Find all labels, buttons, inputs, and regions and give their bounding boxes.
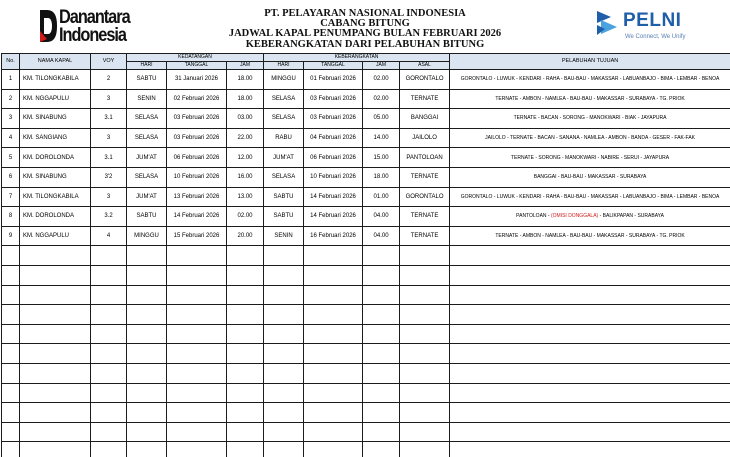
cell-dep-jam: 15.00 bbox=[363, 148, 400, 168]
empty-cell bbox=[2, 344, 20, 364]
cell-voy: 3 bbox=[91, 187, 127, 207]
empty-cell bbox=[227, 324, 264, 344]
empty-cell bbox=[304, 422, 363, 442]
cell-no: 7 bbox=[2, 187, 20, 207]
empty-cell bbox=[363, 422, 400, 442]
cell-nama-kapal: KM. SANGIANG bbox=[20, 128, 91, 148]
cell-pelabuhan-tujuan bbox=[450, 128, 730, 148]
empty-cell bbox=[2, 305, 20, 325]
empty-cell bbox=[127, 442, 167, 457]
empty-cell bbox=[20, 422, 91, 442]
empty-table-row bbox=[2, 403, 730, 423]
empty-cell bbox=[227, 246, 264, 266]
header-dep-jam: JAM bbox=[363, 62, 400, 70]
cell-voy: 3.2 bbox=[91, 207, 127, 227]
empty-cell bbox=[167, 246, 227, 266]
empty-cell bbox=[363, 324, 400, 344]
cell-arr-jam: 12.00 bbox=[227, 148, 264, 168]
cell-arr-hari: SABTU bbox=[127, 207, 167, 227]
cell-arr-jam: 18.00 bbox=[227, 70, 264, 90]
cell-arr-hari: JUM'AT bbox=[127, 187, 167, 207]
empty-table-row bbox=[2, 246, 730, 266]
empty-cell bbox=[264, 403, 304, 423]
empty-cell bbox=[304, 265, 363, 285]
empty-cell bbox=[167, 324, 227, 344]
empty-cell bbox=[227, 285, 264, 305]
empty-cell bbox=[2, 265, 20, 285]
empty-cell bbox=[20, 363, 91, 383]
cell-asal: BANGGAI bbox=[400, 109, 450, 129]
empty-cell bbox=[264, 324, 304, 344]
empty-cell bbox=[400, 285, 450, 305]
empty-cell bbox=[450, 246, 730, 266]
empty-cell bbox=[450, 265, 730, 285]
title-line: PT. PELAYARAN NASIONAL INDONESIA bbox=[264, 8, 466, 19]
cell-arr-jam: 22.00 bbox=[227, 128, 264, 148]
cell-arr-tanggal: 06 Februari 2026 bbox=[167, 148, 227, 168]
empty-cell bbox=[91, 344, 127, 364]
empty-cell bbox=[363, 265, 400, 285]
empty-cell bbox=[400, 403, 450, 423]
empty-cell bbox=[363, 442, 400, 457]
empty-cell bbox=[20, 246, 91, 266]
empty-cell bbox=[227, 363, 264, 383]
empty-cell bbox=[400, 383, 450, 403]
empty-cell bbox=[2, 285, 20, 305]
cell-dep-tanggal: 16 Februari 2026 bbox=[304, 226, 363, 246]
cell-asal: GORONTALO bbox=[400, 70, 450, 90]
route-text: TERNATE - AMBON - NAMLEA - BAU-BAU - MAKASSAR - SURABAYA - TG. PRIOK bbox=[495, 233, 685, 240]
schedule-table bbox=[1, 53, 730, 457]
cell-pelabuhan-tujuan bbox=[450, 109, 730, 129]
empty-cell bbox=[20, 442, 91, 457]
table-row bbox=[2, 89, 730, 109]
empty-cell bbox=[167, 265, 227, 285]
cell-dep-tanggal: 06 Februari 2026 bbox=[304, 148, 363, 168]
header-keberangkatan: KEBERANGKATAN bbox=[264, 54, 450, 62]
empty-cell bbox=[264, 246, 304, 266]
cell-dep-tanggal: 14 Februari 2026 bbox=[304, 207, 363, 227]
cell-dep-hari: SELASA bbox=[264, 109, 304, 129]
cell-pelabuhan-tujuan bbox=[450, 148, 730, 168]
empty-cell bbox=[20, 403, 91, 423]
cell-pelabuhan-tujuan bbox=[450, 226, 730, 246]
cell-dep-tanggal: 01 Februari 2026 bbox=[304, 70, 363, 90]
empty-cell bbox=[363, 344, 400, 364]
cell-dep-hari: RABU bbox=[264, 128, 304, 148]
empty-cell bbox=[264, 363, 304, 383]
header-pelabuhan-tujuan: PELABUHAN TUJUAN bbox=[450, 54, 730, 70]
empty-cell bbox=[127, 305, 167, 325]
empty-table-row bbox=[2, 442, 730, 457]
cell-dep-hari: JUM'AT bbox=[264, 148, 304, 168]
empty-cell bbox=[304, 363, 363, 383]
empty-cell bbox=[167, 442, 227, 457]
empty-cell bbox=[227, 403, 264, 423]
table-row bbox=[2, 128, 730, 148]
cell-no: 3 bbox=[2, 109, 20, 129]
empty-cell bbox=[400, 265, 450, 285]
empty-table-row bbox=[2, 285, 730, 305]
cell-no: 8 bbox=[2, 207, 20, 227]
cell-arr-tanggal: 31 Januari 2026 bbox=[167, 70, 227, 90]
empty-cell bbox=[363, 305, 400, 325]
empty-cell bbox=[167, 344, 227, 364]
cell-dep-hari: SELASA bbox=[264, 89, 304, 109]
empty-cell bbox=[264, 383, 304, 403]
cell-arr-tanggal: 02 Februari 2026 bbox=[167, 89, 227, 109]
empty-cell bbox=[91, 305, 127, 325]
empty-cell bbox=[264, 422, 304, 442]
empty-cell bbox=[450, 422, 730, 442]
cell-asal: JAILOLO bbox=[400, 128, 450, 148]
header-dep-tanggal: TANGGAL bbox=[304, 62, 363, 70]
cell-no: 5 bbox=[2, 148, 20, 168]
empty-cell bbox=[304, 305, 363, 325]
header-arr-hari: HARI bbox=[127, 62, 167, 70]
empty-cell bbox=[2, 422, 20, 442]
empty-cell bbox=[304, 442, 363, 457]
empty-cell bbox=[363, 285, 400, 305]
cell-asal: PANTOLOAN bbox=[400, 148, 450, 168]
document-title bbox=[190, 9, 540, 50]
empty-cell bbox=[264, 285, 304, 305]
empty-cell bbox=[2, 442, 20, 457]
empty-cell bbox=[304, 324, 363, 344]
cell-arr-hari: MINGGU bbox=[127, 226, 167, 246]
cell-voy: 3 bbox=[91, 89, 127, 109]
cell-arr-jam: 02.00 bbox=[227, 207, 264, 227]
cell-nama-kapal: KM. NGGAPULU bbox=[20, 89, 91, 109]
header-arr-tanggal: TANGGAL bbox=[167, 62, 227, 70]
cell-voy: 3.1 bbox=[91, 148, 127, 168]
brand-name: PELNI bbox=[623, 10, 682, 31]
cell-no: 4 bbox=[2, 128, 20, 148]
brand-tagline: We Connect, We Unify bbox=[625, 34, 686, 40]
empty-cell bbox=[227, 344, 264, 364]
empty-cell bbox=[91, 442, 127, 457]
empty-cell bbox=[167, 285, 227, 305]
cell-pelabuhan-tujuan bbox=[450, 70, 730, 90]
empty-table-row bbox=[2, 344, 730, 364]
empty-cell bbox=[167, 403, 227, 423]
empty-cell bbox=[400, 305, 450, 325]
empty-cell bbox=[127, 265, 167, 285]
cell-pelabuhan-tujuan bbox=[450, 187, 730, 207]
header-asal: ASAL bbox=[400, 62, 450, 70]
empty-cell bbox=[2, 324, 20, 344]
cell-nama-kapal: KM. SINABUNG bbox=[20, 109, 91, 129]
empty-cell bbox=[91, 265, 127, 285]
cell-voy: 3'2 bbox=[91, 167, 127, 187]
cell-asal: TERNATE bbox=[400, 226, 450, 246]
empty-cell bbox=[127, 422, 167, 442]
empty-cell bbox=[127, 363, 167, 383]
empty-cell bbox=[167, 305, 227, 325]
cell-dep-jam: 01.00 bbox=[363, 187, 400, 207]
empty-table-row bbox=[2, 265, 730, 285]
empty-cell bbox=[264, 442, 304, 457]
empty-cell bbox=[2, 363, 20, 383]
empty-table-row bbox=[2, 363, 730, 383]
route-text-after: - BALIKPAPAN - SURABAYA bbox=[598, 213, 664, 220]
cell-dep-jam: 04.00 bbox=[363, 226, 400, 246]
cell-asal: TERNATE bbox=[400, 167, 450, 187]
cell-arr-jam: 16.00 bbox=[227, 167, 264, 187]
empty-cell bbox=[363, 363, 400, 383]
table-body bbox=[2, 70, 730, 457]
cell-dep-tanggal: 03 Februari 2026 bbox=[304, 109, 363, 129]
cell-pelabuhan-tujuan bbox=[450, 89, 730, 109]
cell-arr-tanggal: 10 Februari 2026 bbox=[167, 167, 227, 187]
empty-cell bbox=[400, 324, 450, 344]
empty-cell bbox=[400, 363, 450, 383]
cell-dep-tanggal: 03 Februari 2026 bbox=[304, 89, 363, 109]
empty-cell bbox=[91, 324, 127, 344]
empty-cell bbox=[227, 305, 264, 325]
empty-cell bbox=[20, 265, 91, 285]
cell-arr-tanggal: 15 Februari 2026 bbox=[167, 226, 227, 246]
empty-cell bbox=[304, 403, 363, 423]
header-no: No. bbox=[2, 54, 20, 70]
cell-no: 2 bbox=[2, 89, 20, 109]
cell-voy: 2 bbox=[91, 70, 127, 90]
empty-cell bbox=[91, 422, 127, 442]
empty-cell bbox=[91, 246, 127, 266]
cell-dep-hari: SABTU bbox=[264, 187, 304, 207]
empty-cell bbox=[20, 344, 91, 364]
empty-cell bbox=[450, 442, 730, 457]
cell-nama-kapal: KM. TILONGKABILA bbox=[20, 187, 91, 207]
empty-cell bbox=[227, 422, 264, 442]
cell-nama-kapal: KM. SINABUNG bbox=[20, 167, 91, 187]
route-text: BANGGAI - BAU-BAU - MAKASSAR - SURABAYA bbox=[533, 174, 647, 181]
cell-dep-jam: 04.00 bbox=[363, 207, 400, 227]
empty-cell bbox=[20, 324, 91, 344]
header-kedatangan: KEDATANGAN bbox=[127, 54, 264, 62]
cell-arr-hari: SABTU bbox=[127, 70, 167, 90]
cell-asal: GORONTALO bbox=[400, 187, 450, 207]
cell-arr-tanggal: 03 Februari 2026 bbox=[167, 128, 227, 148]
cell-dep-tanggal: 04 Februari 2026 bbox=[304, 128, 363, 148]
cell-dep-tanggal: 10 Februari 2026 bbox=[304, 167, 363, 187]
empty-cell bbox=[304, 285, 363, 305]
header-arr-jam: JAM bbox=[227, 62, 264, 70]
empty-cell bbox=[304, 246, 363, 266]
cell-nama-kapal: KM. TILONGKABILA bbox=[20, 70, 91, 90]
title-line: JADWAL KAPAL PENUMPANG BULAN FEBRUARI 2026 bbox=[228, 28, 502, 40]
cell-no: 9 bbox=[2, 226, 20, 246]
cell-nama-kapal: KM. DOROLONDA bbox=[20, 207, 91, 227]
empty-table-row bbox=[2, 324, 730, 344]
route-text: GORONTALO - LUWUK - KENDARI - RAHA - BAU-BAU - MAKASSAR - LABUANBAJO - BIMA - LEMBAR - BENOA bbox=[460, 193, 720, 200]
empty-cell bbox=[450, 324, 730, 344]
cell-dep-jam: 18.00 bbox=[363, 167, 400, 187]
empty-cell bbox=[127, 383, 167, 403]
company-line1: Danantara bbox=[59, 7, 130, 28]
empty-cell bbox=[2, 403, 20, 423]
route-text: TERNATE - SORONG - MANOKWARI - NABIRE - SERUI - JAYAPURA bbox=[510, 154, 670, 161]
empty-table-row bbox=[2, 383, 730, 403]
cell-dep-hari: SABTU bbox=[264, 207, 304, 227]
table-row bbox=[2, 109, 730, 129]
empty-cell bbox=[227, 265, 264, 285]
cell-voy: 4 bbox=[91, 226, 127, 246]
cell-nama-kapal: KM. NGGAPULU bbox=[20, 226, 91, 246]
cell-asal: TERNATE bbox=[400, 207, 450, 227]
cell-nama-kapal: KM. DOROLONDA bbox=[20, 148, 91, 168]
cell-arr-tanggal: 13 Februari 2026 bbox=[167, 187, 227, 207]
cell-dep-hari: SELASA bbox=[264, 167, 304, 187]
route-text: JAILOLO - TERNATE - BACAN - SANANA - NAMLEA - AMBON - BANDA - GESER - FAK-FAK bbox=[485, 135, 695, 142]
empty-cell bbox=[450, 285, 730, 305]
cell-arr-tanggal: 14 Februari 2026 bbox=[167, 207, 227, 227]
cell-dep-hari: MINGGU bbox=[264, 70, 304, 90]
danantara-mark-icon bbox=[38, 9, 58, 43]
empty-cell bbox=[304, 383, 363, 403]
company-line2: Indonesia bbox=[59, 25, 126, 46]
header-voy: VOY bbox=[91, 54, 127, 70]
header-nama-kapal: NAMA KAPAL bbox=[20, 54, 91, 70]
cell-arr-tanggal: 03 Februari 2026 bbox=[167, 109, 227, 129]
empty-cell bbox=[450, 363, 730, 383]
table-header bbox=[2, 54, 730, 70]
cell-pelabuhan-tujuan bbox=[450, 207, 730, 227]
empty-cell bbox=[91, 285, 127, 305]
empty-cell bbox=[91, 403, 127, 423]
route-text: GORONTALO - LUWUK - KENDARI - RAHA - BAU-BAU - MAKASSAR - LABUANBAJO - BIMA - LEMBAR - BENOA bbox=[460, 76, 720, 83]
route-text: PANTOLOAN - bbox=[516, 213, 551, 220]
cell-no: 1 bbox=[2, 70, 20, 90]
empty-cell bbox=[227, 442, 264, 457]
empty-cell bbox=[91, 383, 127, 403]
empty-cell bbox=[400, 422, 450, 442]
cell-dep-jam: 14.00 bbox=[363, 128, 400, 148]
empty-cell bbox=[167, 383, 227, 403]
empty-cell bbox=[450, 344, 730, 364]
empty-cell bbox=[20, 383, 91, 403]
cell-dep-jam: 02.00 bbox=[363, 70, 400, 90]
route-text: TERNATE - AMBON - NAMLEA - BAU-BAU - MAKASSAR - SURABAYA - TG. PRIOK bbox=[495, 95, 685, 102]
empty-cell bbox=[167, 422, 227, 442]
route-text: TERNATE - BACAN - SORONG - MANOKWARI - BIAK - JAYAPURA bbox=[513, 115, 667, 122]
empty-cell bbox=[363, 403, 400, 423]
cell-no: 6 bbox=[2, 167, 20, 187]
empty-cell bbox=[400, 442, 450, 457]
table-row bbox=[2, 226, 730, 246]
cell-voy: 3.1 bbox=[91, 109, 127, 129]
empty-cell bbox=[91, 363, 127, 383]
table-row bbox=[2, 148, 730, 168]
empty-cell bbox=[127, 344, 167, 364]
empty-cell bbox=[127, 246, 167, 266]
header-dep-hari: HARI bbox=[264, 62, 304, 70]
empty-cell bbox=[400, 344, 450, 364]
cell-dep-tanggal: 14 Februari 2026 bbox=[304, 187, 363, 207]
title-line: KEBERANGKATAN DARI PELABUHAN BITUNG bbox=[245, 38, 485, 50]
pelni-logo bbox=[596, 8, 696, 46]
empty-cell bbox=[400, 246, 450, 266]
cell-voy: 3 bbox=[91, 128, 127, 148]
table-row bbox=[2, 207, 730, 227]
empty-cell bbox=[2, 383, 20, 403]
empty-cell bbox=[264, 265, 304, 285]
empty-cell bbox=[264, 305, 304, 325]
empty-table-row bbox=[2, 422, 730, 442]
empty-cell bbox=[127, 403, 167, 423]
empty-cell bbox=[264, 344, 304, 364]
cell-dep-jam: 05.00 bbox=[363, 109, 400, 129]
empty-cell bbox=[450, 403, 730, 423]
empty-cell bbox=[167, 363, 227, 383]
cell-arr-jam: 18.00 bbox=[227, 89, 264, 109]
empty-cell bbox=[2, 246, 20, 266]
cell-arr-jam: 03.00 bbox=[227, 109, 264, 129]
cell-pelabuhan-tujuan bbox=[450, 167, 730, 187]
table-row bbox=[2, 187, 730, 207]
empty-cell bbox=[363, 383, 400, 403]
empty-cell bbox=[450, 305, 730, 325]
cell-dep-hari: SENIN bbox=[264, 226, 304, 246]
cell-dep-jam: 02.00 bbox=[363, 89, 400, 109]
empty-cell bbox=[304, 344, 363, 364]
danantara-logo bbox=[38, 7, 128, 45]
empty-cell bbox=[20, 305, 91, 325]
empty-cell bbox=[127, 324, 167, 344]
cell-arr-jam: 13.00 bbox=[227, 187, 264, 207]
route-note-red: (OMISI DONGGALA) bbox=[550, 213, 599, 220]
cell-arr-hari: SENIN bbox=[127, 89, 167, 109]
cell-asal: TERNATE bbox=[400, 89, 450, 109]
empty-cell bbox=[20, 285, 91, 305]
empty-cell bbox=[127, 285, 167, 305]
cell-arr-hari: SELASA bbox=[127, 128, 167, 148]
cell-arr-hari: SELASA bbox=[127, 167, 167, 187]
empty-cell bbox=[363, 246, 400, 266]
pelni-emblem-icon bbox=[596, 10, 618, 36]
table-row bbox=[2, 167, 730, 187]
document-header bbox=[0, 0, 730, 53]
cell-arr-hari: JUM'AT bbox=[127, 148, 167, 168]
table-row bbox=[2, 70, 730, 90]
cell-arr-jam: 20.00 bbox=[227, 226, 264, 246]
empty-cell bbox=[227, 383, 264, 403]
title-line: CABANG BITUNG bbox=[320, 18, 410, 30]
empty-table-row bbox=[2, 305, 730, 325]
empty-cell bbox=[450, 383, 730, 403]
cell-arr-hari: SELASA bbox=[127, 109, 167, 129]
